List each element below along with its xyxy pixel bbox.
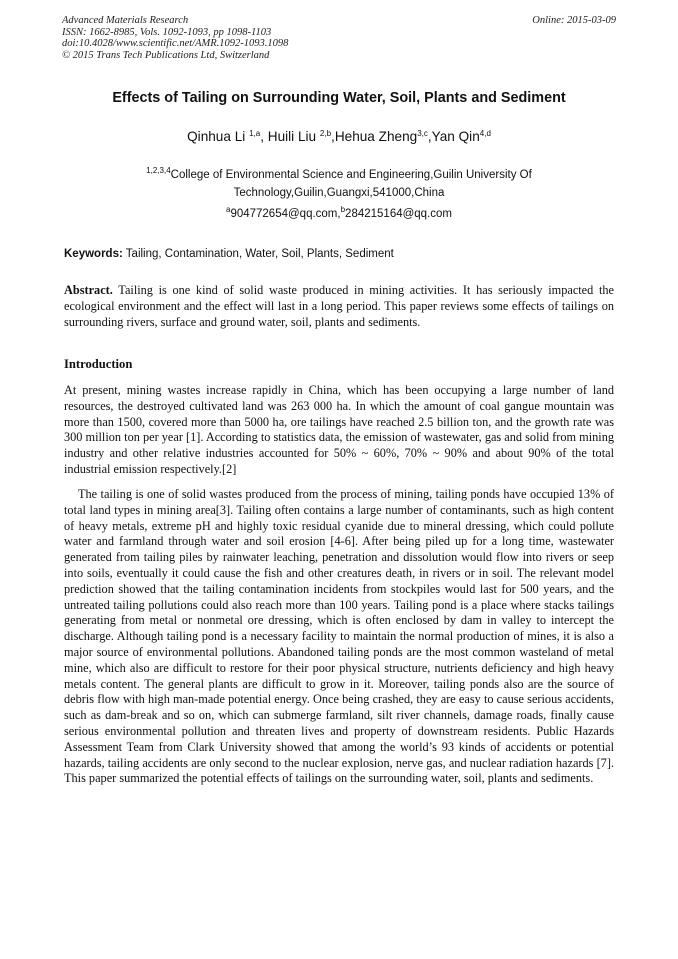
- affiliation-line-1: [0, 166, 678, 184]
- author-name: Hehua Zheng: [334, 129, 418, 144]
- online-date: Online: 2015-03-09: [532, 15, 616, 26]
- author-superscript: 1,a: [249, 129, 261, 138]
- keywords: [64, 248, 614, 260]
- copyright-line: © 2015 Trans Tech Publications Ltd, Switzerland: [62, 49, 270, 61]
- email-line: [0, 205, 678, 220]
- abstract: [64, 283, 614, 330]
- affiliation-text: College of Environmental Science and Engineering,Guilin University Of: [170, 169, 532, 181]
- keywords-label: Keywords:: [64, 248, 123, 260]
- issn-line: ISSN: 1662-8985, Vols. 1092-1093, pp 1098-1103: [62, 26, 272, 38]
- paper-title: Effects of Tailing on Surrounding Water, Soil, Plants and Sediment: [112, 90, 566, 106]
- affiliation-superscript: 1,2,3,4: [146, 166, 171, 175]
- author-list: Qinhua Li $^{1,a}$, Huili Liu $^{2,b}$,Hehua Zheng$^{3,c}$,Yan Qin$^{4,d}$: [187, 129, 491, 144]
- author-name: Yan Qin: [431, 129, 480, 144]
- abstract-label: Abstract.: [64, 283, 113, 297]
- email-superscript: b: [340, 205, 346, 214]
- email-superscript: a: [225, 205, 231, 214]
- paragraph: The tailing is one of solid wastes produced from the process of mining, tailing ponds have occupied 13% of total land types in mining area[3]. Tailing often contains a large number of contaminants, such as high content of heavy metals, extreme pH and highly toxic residual cyanide due to mineral dressing, which could pollute water and farmland through water and soil erosion [4-6]. After being piled up for a long time, wastewater generated from tailing piles by rainwater leaching, penetration and dissolution would flow into rivers or seep into soils, eventually it could cause the fish and other creatures death, in rivers or in soil. The relevant model prediction showed that the tailing contamination incidents from stockpiles would last for 500 years, and the untreated tailing pollutions could also reach more than 100 years. Tailing pond is a place where stacks tailings generating from metal or nonmetal ore dressing, which is often enclosed by dam in valley to intercept the discharge. Although tailing pond is a necessary facility to maintain the normal production of mines, it is also a major source of environmental pollutions. Abandoned tailing ponds are the most common wasteland of metal mine, which also are difficult to restore for their poor physical structure, nutrients deficiency and high heavy metals content. The general plants are difficult to grow in it. Moreover, tailing ponds also are the source of debris flow with high man-made potential energy. Once being crashed, they are easy to cause serious accidents, such as dam-break and so on, which can submerge farmland, silt river channels, damage roads, finally cause serious environmental pollution and threaten lives and property of downstream residents. Public Hazards Assessment Team from Clark University showed that among the world’s 93 kinds of accidents or potential hazards, tailing accidents are only second to the nuclear explosion, nerve gas, and nuclear radiation hazards [7]. This paper summarized the potential effects of tailings on the surrounding water, soil, plants and sediments.: [64, 487, 614, 786]
- journal-name: Advanced Materials Research: [62, 15, 189, 26]
- paragraph: At present, mining wastes increase rapidly in China, which has been occupying a large number of land resources, the destroyed cultivated land was 263 000 ha. In which the amount of coal gangue mountain was more than 1500, covered more than 5000 ha, ore tailings have reached 2.5 billion ton, and the growth rate was 300 million ton per year [1]. According to statistics data, the emission of wastewater, gas and solid from mining industry and other relative industries accounted for 50% ~ 60%, 70% ~ 90% and about 90% of the total industrial emission respectively.[2]: [64, 383, 614, 476]
- journal-header: [62, 15, 616, 61]
- section-heading-introduction: Introduction: [64, 357, 133, 371]
- author-superscript: 3,c: [417, 129, 428, 138]
- keywords-text: Tailing, Contamination, Water, Soil, Plants, Sediment: [125, 248, 394, 260]
- email-address: 284215164@qq.com: [345, 208, 452, 220]
- affiliation: [0, 166, 678, 202]
- abstract-text: Tailing is one kind of solid waste produced in mining activities. It has seriously impacted the ecological environment and the effect will last in a long period. This paper reviews some effects of tailings on surrounding rivers, surface and ground water, soil, plants and sediments.: [64, 283, 614, 329]
- email-address: 904772654@qq.com,: [230, 208, 341, 220]
- affiliation-line-2: Technology,Guilin,Guangxi,541000,China: [233, 187, 445, 199]
- author-name: Qinhua Li: [187, 129, 246, 144]
- author-superscript: 2,b: [319, 129, 332, 138]
- doi-line: doi:10.4028/www.scientific.net/AMR.1092-1093.1098: [62, 38, 289, 50]
- author-name: Huili Liu: [267, 129, 317, 144]
- author-superscript: 4,d: [479, 129, 491, 138]
